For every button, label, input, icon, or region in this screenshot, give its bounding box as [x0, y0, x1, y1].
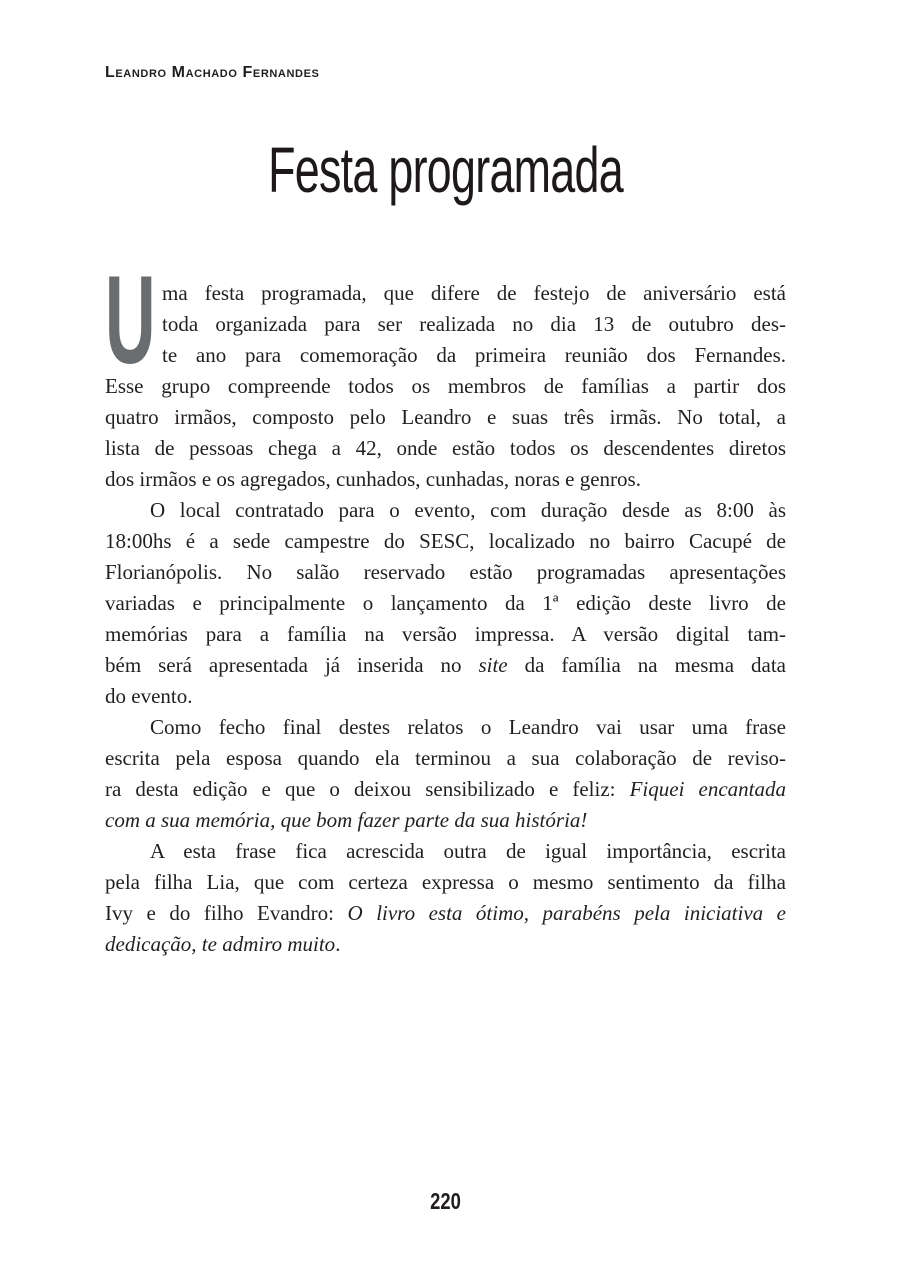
text-line: te ano para comemoração da primeira reunião dos Fernandes.: [162, 343, 786, 367]
running-header: Leandro Machado Fernandes: [105, 64, 320, 81]
text-line: memórias para a família na versão impressa. A versão digital tam-: [105, 622, 786, 646]
text-line: do evento.: [105, 684, 193, 708]
paragraph: [105, 495, 786, 712]
text-line: bém será apresentada já inserida no site da família na mesma data: [105, 653, 786, 677]
text-line: Florianópolis. No salão reservado estão programadas apresentações: [105, 560, 786, 584]
drop-cap: U: [105, 251, 156, 390]
page-number: 220: [430, 1188, 461, 1214]
text-line: A esta frase fica acrescida outra de igual importância, escrita: [150, 839, 786, 863]
text-line: lista de pessoas chega a 42, onde estão todos os descendentes diretos: [105, 436, 786, 460]
text-line: Esse grupo compreende todos os membros de famílias a partir dos: [105, 374, 786, 398]
text-line: Ivy e do filho Evandro: O livro esta ótimo, parabéns pela iniciativa e: [105, 901, 787, 925]
text-line: 18:00hs é a sede campestre do SESC, localizado no bairro Cacupé de: [105, 529, 786, 553]
text-line: escrita pela esposa quando ela terminou a sua colaboração de reviso-: [105, 746, 786, 770]
text-line: dos irmãos e os agregados, cunhados, cunhadas, noras e genros.: [105, 467, 641, 491]
text-line: Como fecho final destes relatos o Leandro vai usar uma frase: [150, 715, 786, 739]
text-line: toda organizada para ser realizada no dia 13 de outubro des-: [162, 312, 786, 336]
text-line: com a sua memória, que bom fazer parte da sua história!: [105, 808, 588, 832]
paragraph: [105, 836, 786, 960]
paragraph: [105, 251, 786, 495]
body-text: [105, 251, 787, 960]
text-line: O local contratado para o evento, com duração desde as 8:00 às: [150, 498, 786, 522]
text-line: variadas e principalmente o lançamento da 1ª edição deste livro de: [105, 591, 786, 615]
text-line: ma festa programada, que difere de festejo de aniversário está: [162, 281, 786, 305]
chapter-title: Festa programada: [268, 133, 623, 206]
text-line: dedicação, te admiro muito.: [105, 932, 341, 956]
text-line: pela filha Lia, que com certeza expressa o mesmo sentimento da filha: [105, 870, 786, 894]
text-line: ra desta edição e que o deixou sensibilizado e feliz: Fiquei encantada: [105, 777, 786, 801]
paragraph: [105, 712, 786, 836]
text-line: quatro irmãos, composto pelo Leandro e suas três irmãs. No total, a: [105, 405, 786, 429]
